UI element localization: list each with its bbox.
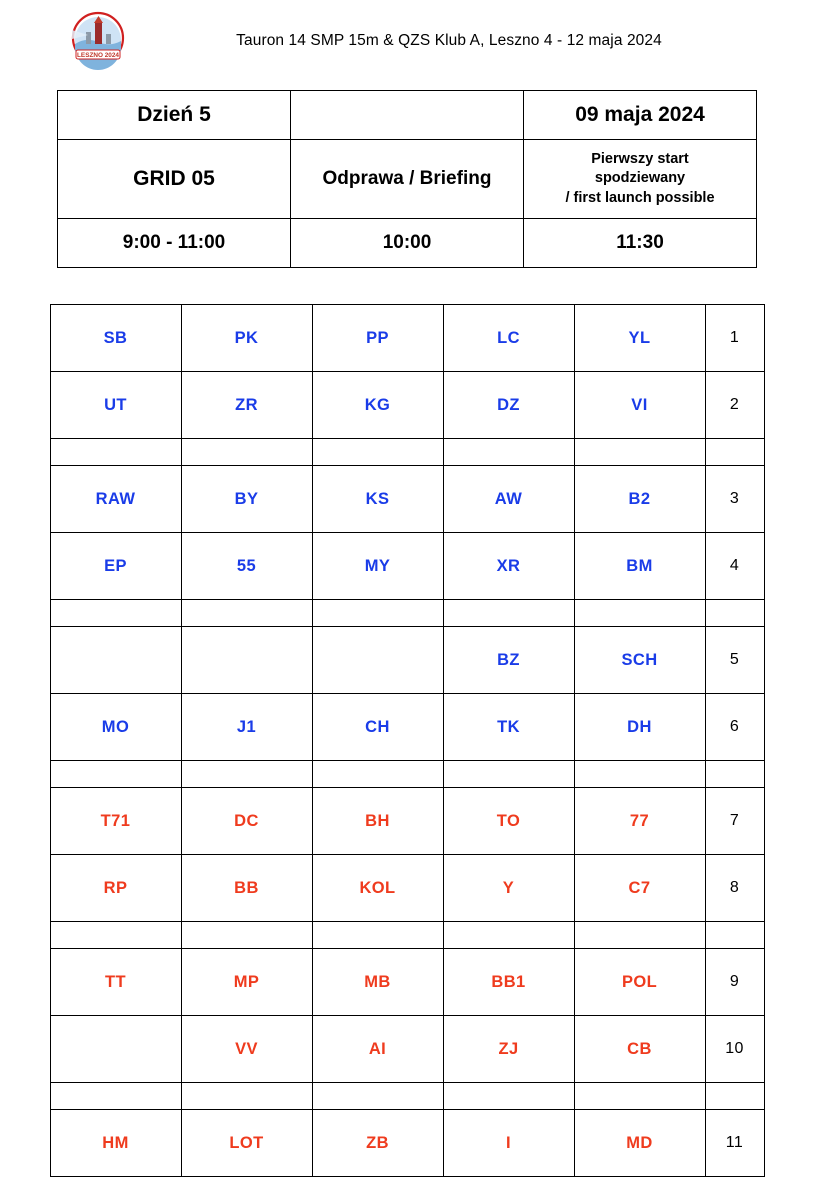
callsign-cell: DZ [443, 372, 574, 439]
row-number-cell [705, 1083, 764, 1110]
info-row-labels [58, 140, 757, 219]
grid-spacer-row [50, 761, 764, 788]
callsign-cell [443, 600, 574, 627]
first-launch-line-1: Pierwszy start [591, 150, 689, 167]
info-row-times [58, 219, 757, 268]
callsign-cell: KOL [312, 855, 443, 922]
grid-label: GRID 05 [58, 140, 291, 219]
table-row [50, 305, 764, 372]
callsign-cell: 55 [181, 533, 312, 600]
svg-text:LESZNO 2024: LESZNO 2024 [77, 52, 119, 59]
callsign-cell: KS [312, 466, 443, 533]
callsign-cell [50, 761, 181, 788]
callsign-cell: PP [312, 305, 443, 372]
callsign-cell [181, 627, 312, 694]
event-logo-icon [62, 10, 134, 70]
grid-spacer-row [50, 600, 764, 627]
callsign-cell [312, 627, 443, 694]
table-row [50, 1016, 764, 1083]
row-number-cell: 1 [705, 305, 764, 372]
table-row [50, 694, 764, 761]
callsign-cell: TO [443, 788, 574, 855]
callsign-cell: J1 [181, 694, 312, 761]
callsign-cell [50, 922, 181, 949]
row-number-cell [705, 922, 764, 949]
first-launch-line-2: spodziewany [594, 170, 686, 187]
callsign-cell: MD [574, 1110, 705, 1177]
callsign-cell: BB [181, 855, 312, 922]
row-number-cell: 6 [705, 694, 764, 761]
callsign-cell [50, 1083, 181, 1110]
callsign-cell: ZB [312, 1110, 443, 1177]
callsign-cell [312, 922, 443, 949]
row-number-cell: 2 [705, 372, 764, 439]
callsign-cell: RP [50, 855, 181, 922]
row-number-cell: 5 [705, 627, 764, 694]
grid-spacer-row [50, 439, 764, 466]
callsign-cell: UT [50, 372, 181, 439]
callsign-cell [574, 439, 705, 466]
callsign-cell: BZ [443, 627, 574, 694]
callsign-cell [181, 439, 312, 466]
briefing-label: Odprawa / Briefing [291, 140, 524, 219]
callsign-cell [574, 600, 705, 627]
row-number-cell: 7 [705, 788, 764, 855]
row-number-cell: 8 [705, 855, 764, 922]
callsign-cell: XR [443, 533, 574, 600]
grid-time-value: 9:00 - 11:00 [58, 219, 291, 268]
callsign-cell [574, 1083, 705, 1110]
callsign-cell: TT [50, 949, 181, 1016]
day-blank-cell [291, 91, 524, 140]
table-row [50, 372, 764, 439]
callsign-cell: CB [574, 1016, 705, 1083]
callsign-cell [443, 761, 574, 788]
page-header [0, 0, 814, 68]
callsign-cell [50, 600, 181, 627]
briefing-time-value: 10:00 [291, 219, 524, 268]
callsign-cell [181, 761, 312, 788]
callsign-cell: VI [574, 372, 705, 439]
event-title: Tauron 14 SMP 15m & QZS Klub A, Leszno 4 - 12 maja 2024 [236, 32, 662, 49]
callsign-cell: MO [50, 694, 181, 761]
callsign-cell [181, 600, 312, 627]
callsign-cell: EP [50, 533, 181, 600]
callsign-cell: C7 [574, 855, 705, 922]
callsign-cell [574, 922, 705, 949]
table-row [50, 949, 764, 1016]
callsign-cell: VV [181, 1016, 312, 1083]
callsign-cell: HM [50, 1110, 181, 1177]
table-row [50, 1110, 764, 1177]
callsign-cell: MP [181, 949, 312, 1016]
row-number-cell: 10 [705, 1016, 764, 1083]
callsign-cell: BB1 [443, 949, 574, 1016]
callsign-cell: MY [312, 533, 443, 600]
row-number-cell: 3 [705, 466, 764, 533]
table-row [50, 627, 764, 694]
callsign-cell: AI [312, 1016, 443, 1083]
info-row-day [58, 91, 757, 140]
first-launch-line-3: / first launch possible [565, 189, 715, 206]
callsign-cell: 77 [574, 788, 705, 855]
callsign-cell: DH [574, 694, 705, 761]
callsign-cell: I [443, 1110, 574, 1177]
row-number-cell: 11 [705, 1110, 764, 1177]
callsign-cell: B2 [574, 466, 705, 533]
date-value: 09 maja 2024 [524, 91, 757, 140]
callsign-cell: SCH [574, 627, 705, 694]
grid-table-body [50, 305, 764, 1177]
day-label: Dzień 5 [58, 91, 291, 140]
first-launch-time-value: 11:30 [524, 219, 757, 268]
row-number-cell [705, 600, 764, 627]
callsign-cell [181, 922, 312, 949]
callsign-cell: ZR [181, 372, 312, 439]
callsign-cell: BM [574, 533, 705, 600]
grid-spacer-row [50, 922, 764, 949]
callsign-cell: PK [181, 305, 312, 372]
callsign-cell [181, 1083, 312, 1110]
callsign-cell: YL [574, 305, 705, 372]
callsign-cell: BY [181, 466, 312, 533]
row-number-cell: 4 [705, 533, 764, 600]
callsign-cell: KG [312, 372, 443, 439]
row-number-cell [705, 439, 764, 466]
callsign-cell [574, 761, 705, 788]
grid-spacer-row [50, 1083, 764, 1110]
callsign-cell: ZJ [443, 1016, 574, 1083]
callsign-cell [312, 439, 443, 466]
callsign-cell [50, 439, 181, 466]
row-number-cell: 9 [705, 949, 764, 1016]
table-row [50, 855, 764, 922]
callsign-cell: LC [443, 305, 574, 372]
info-table [57, 90, 757, 268]
callsign-cell: DC [181, 788, 312, 855]
callsign-cell [443, 439, 574, 466]
callsign-cell: BH [312, 788, 443, 855]
first-launch-label [524, 140, 757, 219]
table-row [50, 533, 764, 600]
callsign-cell: AW [443, 466, 574, 533]
row-number-cell [705, 761, 764, 788]
callsign-cell [312, 761, 443, 788]
callsign-cell: POL [574, 949, 705, 1016]
grid-assignment-table [50, 304, 765, 1177]
callsign-cell [443, 922, 574, 949]
callsign-cell: SB [50, 305, 181, 372]
callsign-cell: RAW [50, 466, 181, 533]
callsign-cell: T71 [50, 788, 181, 855]
callsign-cell: LOT [181, 1110, 312, 1177]
callsign-cell [50, 627, 181, 694]
callsign-cell: CH [312, 694, 443, 761]
callsign-cell: MB [312, 949, 443, 1016]
table-row [50, 788, 764, 855]
callsign-cell: TK [443, 694, 574, 761]
callsign-cell [50, 1016, 181, 1083]
table-row [50, 466, 764, 533]
callsign-cell [443, 1083, 574, 1110]
callsign-cell [312, 600, 443, 627]
callsign-cell: Y [443, 855, 574, 922]
callsign-cell [312, 1083, 443, 1110]
